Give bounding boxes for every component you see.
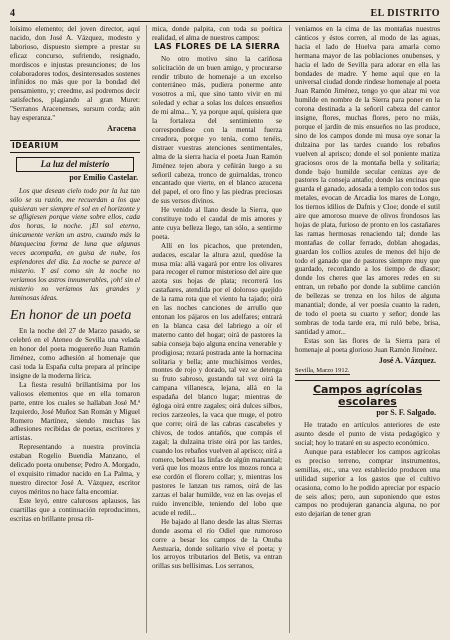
header-rule: [10, 21, 440, 22]
article-paragraph: Allí en los picachos, que pretenden, audaces, escalar la altura azul, quedóse la musa mía: allá vagará por entre los olivares para recoger el rumor misterioso del aire que azota sus hojas de plata; recorrerá los castañares, atendida por el doloroso quejido de la rama rota que el viento ha tajado; oirá en las noches canciones de arrullo que entonan los pájaros en los adelfares; entrará en la blanca casa del labriego a oír el materno canto del hogar; oirá de pastores la sabia conseja bajo alguna encina venerable y prodigiosa; rezará postrada ante la hornacina solitaria y bella; ante muchísimos verdes, montes de rojo y dorado, tal vez se detenga su fruto sabroso, gustando tal vez oirá la campana villanesca, lejana, allá en la espadaña del blanco lugar; mientras de égloga oirá entre zagales; oirá dulces silbos, recios zarzeoles, la vaca que muge, el potro que corre; oirá de las cabras cascabeles y chivos, de todos antañós, que compás el zagal; la dulzaina triste oirá por las tardes, cuando los rebaños vuelven al aprisco; oirá a romero, beberá las linfas de algún manantial; verá que los mozos entre los mozos ronca a ese cordón el florero collar; y, mientras los pastores le lanzan tus ramos, oirá de las zarzas el balar humilde, voz en las ovejas el ruido invencible, teniendo del lobo que acude el redil...: [152, 241, 282, 517]
idearium-byline: por Emilio Castelar.: [69, 172, 138, 182]
article-signature: Aracena: [107, 123, 136, 133]
campos-byline: por S. F. Salgado.: [376, 408, 436, 418]
article-paragraph: He tratado en artículos anteriores de este asunto desde el punto de vista pedagógico y social; hoy lo trataré en su aspecto económico.: [295, 421, 440, 448]
article-divider: [295, 380, 440, 381]
article-paragraph: loísimo elemento; del joven director, aquí nacido, don José A. Vázquez, modesto y laborioso, dispuesto siempre a prestar su eficaz concurso, sufriendo, resignado, mordiscos e injustas presunciones; de los colaboradores todos, desinteresados sostenes infinidos no más que por la bondad del pensamiento, y; creedme, así podremos decir satisfechos, plagiando al gran Muret: "Serranos Aracenenses, sursum corda; aún hay esperanza.": [10, 25, 140, 123]
column-separator: [289, 25, 290, 633]
page-header: [10, 6, 440, 20]
article-paragraph: Aunque para establecer los campos agrícolas es preciso terreno, comprar instrumentos, semillas, etc., una vez establecido producen una utilidad superior a los gastos que el cultivo ocasiona, como lo he podido apreciar por espacio de seis años; pero, aun suponiendo que estos campos no produjeran ganancia alguna, no por esto dejarían de tener gran: [295, 447, 440, 519]
article-paragraph: veníamos en la cima de las montañas nuestros cánticos y éstos corren, al modo de las aguas, hacia el lado de Huelva para amarla como hermana mayor de las poblaciones onubenses, y hacia el lado de Sevilla para adorar en ella las bondades de madre. Y heme aquí que en la universal ciudad donde rindese homenaje al poeta Juan Ramón Jiménez, tengo yo que alzar mi voz humilde en nombre de la Sierra para poner en la corona destinada a la señoril cabeza del cantor insigne, flores, muchas flores, pero no miás, porque el jardín de mis ensueños no las produce, sino de los campos donde mi musa oye sonar la dulzaina por las tardes cuando los rebaños vuelven al aprisco; donde el sol poniente matiza graciosos oros de la montaña bella y solitaria; donde bajo humilde secular cenizas aye de pastores la conseja antaño; donde las encinas que guarda el ganado, adosada a templo con todos sus metales, evocan de Arcadia los mares de Longo, los tiernos idilios de Dafnis y Cloe; donde el sutil aire que amoroso mueve de olivos frondosos las hojas de plata, furioso de pronto en los castañares las ramas hermosas renaciendo tal; donde las montañas de collar ferrado, doblan ahogadas, guardan los collios azules de menos del hijo de todo el ganado que de pastores siempre muy que guardado, recordando a los tiempo de dlasor; donde los cheres que las amores redes en su entran, un rebaño por donde la sublime canción de bellezas se trenza en los hilos de alguna manantial; donde, al ver poesía cuanto la raden, de todo el poeta su cuarto y señor; donde las sombras de toda tarde era, mi ruló bebe, brisa, santidad y amor...: [295, 25, 440, 336]
campos-title: Campos agrícolas escolares: [312, 383, 423, 409]
article-paragraph: He bajado al llano desde las altas Sierras donde asoma el río Odiel que rumoroso corre a besar los campos de la Onuba Aestuaria, donde solitario vive el poeta; y los arroyos tributarios del Betis, va entran orillas sus bellísimas. Los serranos,: [152, 517, 282, 571]
article-signature: José A. Vázquez.: [378, 355, 436, 365]
homage-title: En honor de un poeta: [10, 308, 132, 324]
newspaper-title: EL DISTRITO: [370, 7, 440, 19]
article-paragraph: Representando a nuestra provincia estaban Rogelio Buendía Manzano, el delicado poeta onubense; Pedro A. Morgado, el exquisito rimador nacido en La Palma, y nuestro director José A. Vázquez, escritor cuyos méritos no hace falta encomiar.: [10, 443, 140, 496]
article-paragraph: Este leyó, entre calurosos aplausos, las cuartillas que a continuación reproducimos, escritas en brillante prosa rít-: [10, 496, 140, 523]
article-paragraph: mica, donde palpita, con toda su poética realidad, el alma de nuestros campos:: [152, 25, 282, 42]
idearium-text: [10, 187, 140, 303]
place-date-text: Sevilla, Marzo 1912.: [295, 367, 350, 375]
place-date: [295, 367, 440, 376]
section-band-idearium: IDEARIUM: [10, 140, 140, 153]
column-3: [295, 25, 440, 633]
article-paragraph: Estas son las flores de la Sierra para el homenaje al poeta glorioso Juan Ramón Jiménez.: [295, 336, 440, 354]
article-paragraph: En la noche del 27 de Marzo pasado, se celebró en el Ateneo de Sevilla una velada en honor del poeta moguereño Juan Ramón Jiménez, como adhesión al homenaje que casi toda la España culta prepara al príncipe insigne de la moderna lírica.: [10, 327, 140, 380]
article-paragraph: He venido al llano desde la Sierra, que constituye todo el caudal de mis amores y ante cuya belleza llego, tan sólo, a sentirme poeta.: [152, 206, 282, 241]
column-separator: [146, 25, 147, 633]
column-2: [152, 25, 282, 633]
article-paragraph: No otro motivo sino la cariñosa solicitación de un buen amigo, y procurarse rendir tributo de homenaje a un excelso conterráneo más, pudiera ponerme ante vosotros a mí, que sino tanto vivir en mi soledad y echar a solas los dulces ensueños de mi alma... Y, ya porque aquí, quisiera que la fortaleza del sentimiento se correspondiese con la mental fuerza creadora, porque yo tenía, como tenéis, distraer vuestras atenciones sentimentales, alma de la sierra hacia el poeta Juan Ramón Jiménez tejen abora y ceñirán luego a su señoril cabeza, tronco de guirnaldas, tronco encantado que vierte, en el blanco azucena del papel, el oro fino y las piedras preciosas de sus versos divinos.: [152, 54, 282, 206]
idearium-title: La luz del misterio: [16, 157, 134, 172]
poem-heading: LAS FLORES DE LA SIERRA: [154, 41, 280, 51]
column-1: [10, 25, 140, 633]
article-paragraph: La fiesta resultó brillantísima por los valiosos elementos que en ella tomaron parte, entre los cuales se hallaban José M.ª Izquierdo, José Muñoz San Román y Miguel Romero Martínez, siendo muchas las adhesiones recibidas de poetas, escritores y artistas.: [10, 380, 140, 443]
article-paragraph: Los que desean cielo todo por la luz tan sólo se su razón, me recuerdan a los que quisieran ver siempre el sol en el horizonte y se afligiesen porque viene sobre ellos, cada dos horas, la noche. ¡El sol eterno, únicamente verían un astro, cuando más la blanquecina forma de luna que algunas veces acompaña, en guisa de nube, los esplendores del día. La noche se parece al misterio. Y así como sin la noche no veríamos los astros innumerables, ¡oh! sin el misterio no veríamos las grandes y luminosas ideas.: [10, 186, 140, 302]
page-number: 4: [10, 7, 15, 19]
